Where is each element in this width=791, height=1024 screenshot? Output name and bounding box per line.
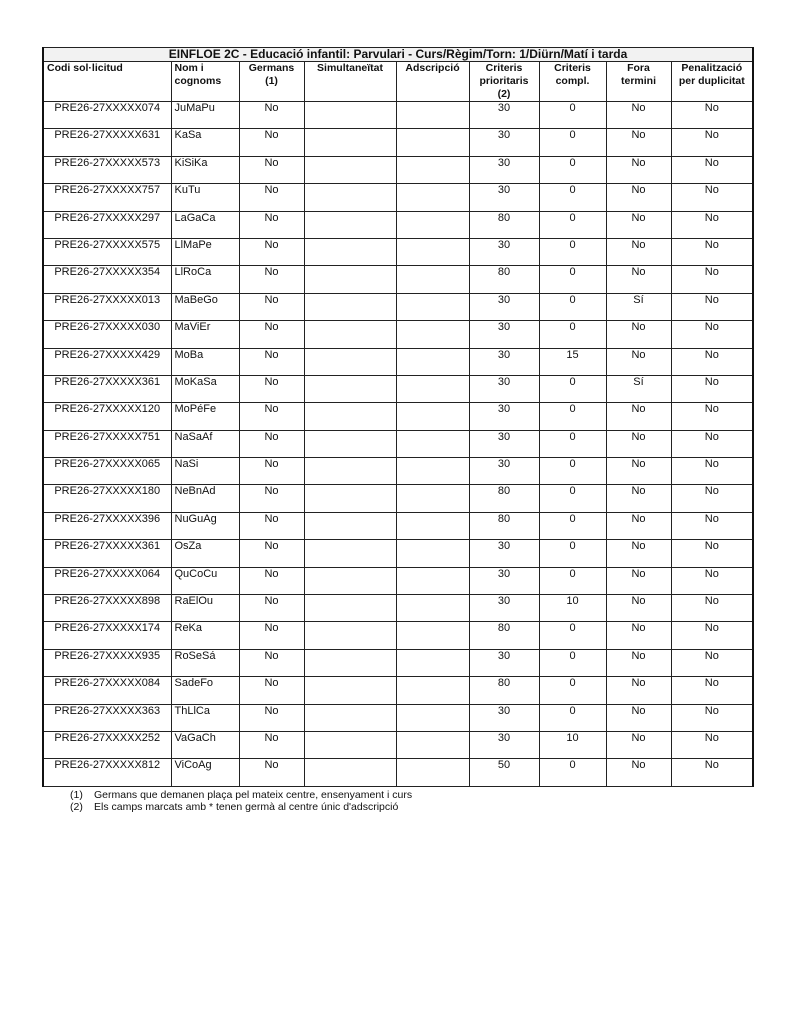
cell-code: PRE26-27XXXXX757 <box>43 184 171 211</box>
cell-germans: No <box>239 129 304 156</box>
cell-simultaneitat <box>304 759 396 786</box>
cell-penalitzacio: No <box>671 512 753 539</box>
cell-fora-termini: No <box>606 540 671 567</box>
cell-adscripcio <box>396 348 469 375</box>
table-row <box>43 759 753 786</box>
cell-name: KiSiKa <box>171 156 239 183</box>
cell-adscripcio <box>396 704 469 731</box>
cell-name: RaElOu <box>171 595 239 622</box>
cell-criteris-prioritaris: 30 <box>469 102 539 129</box>
cell-simultaneitat <box>304 677 396 704</box>
cell-code: PRE26-27XXXXX084 <box>43 677 171 704</box>
cell-germans: No <box>239 512 304 539</box>
cell-name: MoKaSa <box>171 375 239 402</box>
table-row <box>43 567 753 594</box>
cell-adscripcio <box>396 485 469 512</box>
cell-simultaneitat <box>304 704 396 731</box>
cell-simultaneitat <box>304 293 396 320</box>
table-row <box>43 403 753 430</box>
cell-criteris-prioritaris: 30 <box>469 649 539 676</box>
cell-criteris-compl: 0 <box>539 704 606 731</box>
cell-adscripcio <box>396 759 469 786</box>
cell-simultaneitat <box>304 156 396 183</box>
table-row <box>43 430 753 457</box>
table-row <box>43 102 753 129</box>
cell-fora-termini: No <box>606 266 671 293</box>
cell-fora-termini: No <box>606 156 671 183</box>
cell-adscripcio <box>396 211 469 238</box>
cell-adscripcio <box>396 293 469 320</box>
cell-germans: No <box>239 595 304 622</box>
cell-germans: No <box>239 403 304 430</box>
cell-germans: No <box>239 266 304 293</box>
cell-penalitzacio: No <box>671 540 753 567</box>
cell-penalitzacio: No <box>671 622 753 649</box>
cell-name: KaSa <box>171 129 239 156</box>
header-name: Nom i cognoms <box>171 62 239 102</box>
footnote <box>70 789 412 801</box>
cell-code: PRE26-27XXXXX812 <box>43 759 171 786</box>
cell-criteris-prioritaris: 30 <box>469 156 539 183</box>
cell-adscripcio <box>396 567 469 594</box>
cell-criteris-prioritaris: 30 <box>469 129 539 156</box>
cell-adscripcio <box>396 129 469 156</box>
header-simultaneitat: Simultaneïtat <box>304 62 396 102</box>
cell-code: PRE26-27XXXXX898 <box>43 595 171 622</box>
cell-code: PRE26-27XXXXX065 <box>43 458 171 485</box>
cell-fora-termini: No <box>606 238 671 265</box>
cell-penalitzacio: No <box>671 184 753 211</box>
cell-adscripcio <box>396 321 469 348</box>
cell-germans: No <box>239 348 304 375</box>
cell-adscripcio <box>396 622 469 649</box>
cell-simultaneitat <box>304 184 396 211</box>
cell-germans: No <box>239 293 304 320</box>
cell-simultaneitat <box>304 375 396 402</box>
cell-simultaneitat <box>304 595 396 622</box>
cell-criteris-prioritaris: 30 <box>469 731 539 758</box>
cell-adscripcio <box>396 375 469 402</box>
cell-simultaneitat <box>304 649 396 676</box>
cell-criteris-prioritaris: 30 <box>469 321 539 348</box>
cell-name: LlRoCa <box>171 266 239 293</box>
cell-adscripcio <box>396 540 469 567</box>
table-title: EINFLOE 2C - Educació infantil: Parvulari - Curs/Règim/Torn: 1/Diürn/Matí i tarda <box>43 48 753 62</box>
cell-simultaneitat <box>304 458 396 485</box>
cell-code: PRE26-27XXXXX361 <box>43 540 171 567</box>
cell-criteris-compl: 0 <box>539 266 606 293</box>
cell-adscripcio <box>396 430 469 457</box>
cell-fora-termini: No <box>606 485 671 512</box>
cell-germans: No <box>239 649 304 676</box>
cell-name: VaGaCh <box>171 731 239 758</box>
admissions-table <box>42 47 754 787</box>
cell-criteris-compl: 0 <box>539 649 606 676</box>
table-row <box>43 238 753 265</box>
cell-germans: No <box>239 731 304 758</box>
cell-fora-termini: No <box>606 759 671 786</box>
cell-penalitzacio: No <box>671 458 753 485</box>
cell-criteris-prioritaris: 80 <box>469 485 539 512</box>
cell-simultaneitat <box>304 129 396 156</box>
cell-penalitzacio: No <box>671 731 753 758</box>
cell-criteris-prioritaris: 80 <box>469 677 539 704</box>
table-row <box>43 622 753 649</box>
table-row <box>43 458 753 485</box>
cell-criteris-prioritaris: 80 <box>469 622 539 649</box>
cell-name: RoSeSá <box>171 649 239 676</box>
cell-criteris-compl: 0 <box>539 677 606 704</box>
cell-code: PRE26-27XXXXX361 <box>43 375 171 402</box>
cell-simultaneitat <box>304 102 396 129</box>
cell-penalitzacio: No <box>671 485 753 512</box>
cell-criteris-prioritaris: 80 <box>469 211 539 238</box>
cell-code: PRE26-27XXXXX013 <box>43 293 171 320</box>
cell-name: LlMaPe <box>171 238 239 265</box>
cell-code: PRE26-27XXXXX575 <box>43 238 171 265</box>
table-row <box>43 129 753 156</box>
table-row <box>43 321 753 348</box>
cell-penalitzacio: No <box>671 759 753 786</box>
cell-criteris-compl: 0 <box>539 211 606 238</box>
table-row <box>43 595 753 622</box>
cell-fora-termini: No <box>606 458 671 485</box>
cell-fora-termini: No <box>606 403 671 430</box>
header-code: Codi sol·licitud <box>43 62 171 102</box>
footnote <box>70 801 412 813</box>
cell-germans: No <box>239 759 304 786</box>
cell-code: PRE26-27XXXXX573 <box>43 156 171 183</box>
cell-germans: No <box>239 238 304 265</box>
cell-fora-termini: No <box>606 731 671 758</box>
cell-penalitzacio: No <box>671 156 753 183</box>
footnote-text: Els camps marcats amb * tenen germà al centre únic d'adscripció <box>94 801 399 813</box>
cell-germans: No <box>239 321 304 348</box>
cell-code: PRE26-27XXXXX074 <box>43 102 171 129</box>
cell-simultaneitat <box>304 238 396 265</box>
cell-criteris-prioritaris: 30 <box>469 430 539 457</box>
cell-name: MoPéFe <box>171 403 239 430</box>
table-row <box>43 704 753 731</box>
cell-adscripcio <box>396 731 469 758</box>
cell-simultaneitat <box>304 321 396 348</box>
footnote-text: Germans que demanen plaça pel mateix centre, ensenyament i curs <box>94 789 413 801</box>
cell-criteris-prioritaris: 30 <box>469 458 539 485</box>
cell-criteris-prioritaris: 30 <box>469 403 539 430</box>
cell-simultaneitat <box>304 622 396 649</box>
cell-penalitzacio: No <box>671 677 753 704</box>
cell-germans: No <box>239 375 304 402</box>
cell-simultaneitat <box>304 567 396 594</box>
cell-germans: No <box>239 485 304 512</box>
cell-code: PRE26-27XXXXX935 <box>43 649 171 676</box>
cell-adscripcio <box>396 458 469 485</box>
footnote-number: (1) <box>70 789 83 801</box>
cell-penalitzacio: No <box>671 567 753 594</box>
cell-criteris-compl: 10 <box>539 595 606 622</box>
cell-criteris-compl: 0 <box>539 622 606 649</box>
cell-criteris-compl: 0 <box>539 567 606 594</box>
cell-simultaneitat <box>304 403 396 430</box>
header-fora-termini: Fora termini <box>606 62 671 102</box>
cell-fora-termini: No <box>606 211 671 238</box>
cell-germans: No <box>239 102 304 129</box>
cell-criteris-prioritaris: 30 <box>469 595 539 622</box>
cell-name: MaViEr <box>171 321 239 348</box>
cell-simultaneitat <box>304 540 396 567</box>
header-penalitzacio: Penalització per duplicitat <box>671 62 753 102</box>
header-germans: Germans (1) <box>239 62 304 102</box>
cell-adscripcio <box>396 238 469 265</box>
cell-penalitzacio: No <box>671 704 753 731</box>
cell-code: PRE26-27XXXXX396 <box>43 512 171 539</box>
cell-penalitzacio: No <box>671 238 753 265</box>
table-row <box>43 485 753 512</box>
cell-code: PRE26-27XXXXX180 <box>43 485 171 512</box>
cell-criteris-compl: 0 <box>539 238 606 265</box>
cell-fora-termini: No <box>606 430 671 457</box>
cell-code: PRE26-27XXXXX363 <box>43 704 171 731</box>
cell-adscripcio <box>396 184 469 211</box>
cell-germans: No <box>239 540 304 567</box>
cell-criteris-compl: 0 <box>539 129 606 156</box>
cell-criteris-prioritaris: 30 <box>469 184 539 211</box>
cell-code: PRE26-27XXXXX174 <box>43 622 171 649</box>
cell-criteris-prioritaris: 30 <box>469 293 539 320</box>
cell-penalitzacio: No <box>671 348 753 375</box>
cell-simultaneitat <box>304 430 396 457</box>
cell-adscripcio <box>396 102 469 129</box>
cell-germans: No <box>239 704 304 731</box>
table-row <box>43 293 753 320</box>
cell-name: NaSi <box>171 458 239 485</box>
cell-name: MaBeGo <box>171 293 239 320</box>
cell-criteris-compl: 0 <box>539 156 606 183</box>
cell-code: PRE26-27XXXXX631 <box>43 129 171 156</box>
cell-adscripcio <box>396 595 469 622</box>
cell-penalitzacio: No <box>671 102 753 129</box>
table-row <box>43 731 753 758</box>
cell-criteris-compl: 10 <box>539 731 606 758</box>
cell-name: OsZa <box>171 540 239 567</box>
cell-criteris-compl: 0 <box>539 540 606 567</box>
table-row <box>43 677 753 704</box>
table-row <box>43 540 753 567</box>
cell-name: MoBa <box>171 348 239 375</box>
cell-code: PRE26-27XXXXX120 <box>43 403 171 430</box>
cell-criteris-prioritaris: 80 <box>469 266 539 293</box>
cell-criteris-compl: 0 <box>539 403 606 430</box>
cell-fora-termini: No <box>606 102 671 129</box>
cell-simultaneitat <box>304 512 396 539</box>
cell-name: NeBnAd <box>171 485 239 512</box>
cell-fora-termini: No <box>606 348 671 375</box>
header-criteris-prioritaris: Criteris prioritaris (2) <box>469 62 539 102</box>
cell-name: KuTu <box>171 184 239 211</box>
cell-name: JuMaPu <box>171 102 239 129</box>
cell-fora-termini: No <box>606 567 671 594</box>
cell-name: ThLlCa <box>171 704 239 731</box>
cell-adscripcio <box>396 649 469 676</box>
cell-criteris-prioritaris: 30 <box>469 348 539 375</box>
cell-fora-termini: Sí <box>606 375 671 402</box>
cell-germans: No <box>239 156 304 183</box>
cell-penalitzacio: No <box>671 266 753 293</box>
cell-fora-termini: No <box>606 321 671 348</box>
table-row <box>43 375 753 402</box>
table-row <box>43 649 753 676</box>
cell-germans: No <box>239 184 304 211</box>
footnotes <box>70 789 412 813</box>
cell-penalitzacio: No <box>671 649 753 676</box>
cell-criteris-prioritaris: 30 <box>469 238 539 265</box>
cell-penalitzacio: No <box>671 321 753 348</box>
cell-penalitzacio: No <box>671 595 753 622</box>
cell-fora-termini: No <box>606 512 671 539</box>
table-row <box>43 348 753 375</box>
cell-code: PRE26-27XXXXX030 <box>43 321 171 348</box>
cell-criteris-compl: 0 <box>539 102 606 129</box>
table-row <box>43 512 753 539</box>
cell-simultaneitat <box>304 211 396 238</box>
cell-name: ReKa <box>171 622 239 649</box>
cell-fora-termini: No <box>606 649 671 676</box>
cell-code: PRE26-27XXXXX354 <box>43 266 171 293</box>
cell-germans: No <box>239 211 304 238</box>
header-criteris-compl: Criteris compl. <box>539 62 606 102</box>
cell-name: NuGuAg <box>171 512 239 539</box>
cell-fora-termini: No <box>606 184 671 211</box>
cell-criteris-compl: 0 <box>539 759 606 786</box>
cell-criteris-compl: 0 <box>539 458 606 485</box>
cell-fora-termini: No <box>606 704 671 731</box>
cell-code: PRE26-27XXXXX429 <box>43 348 171 375</box>
cell-penalitzacio: No <box>671 375 753 402</box>
table-row <box>43 266 753 293</box>
cell-fora-termini: Sí <box>606 293 671 320</box>
cell-adscripcio <box>396 266 469 293</box>
cell-penalitzacio: No <box>671 293 753 320</box>
cell-criteris-compl: 0 <box>539 512 606 539</box>
cell-criteris-compl: 0 <box>539 430 606 457</box>
cell-germans: No <box>239 567 304 594</box>
cell-criteris-compl: 15 <box>539 348 606 375</box>
cell-criteris-prioritaris: 30 <box>469 375 539 402</box>
cell-adscripcio <box>396 156 469 183</box>
cell-code: PRE26-27XXXXX252 <box>43 731 171 758</box>
cell-adscripcio <box>396 512 469 539</box>
cell-code: PRE26-27XXXXX297 <box>43 211 171 238</box>
cell-penalitzacio: No <box>671 129 753 156</box>
cell-name: NaSaAf <box>171 430 239 457</box>
cell-germans: No <box>239 430 304 457</box>
table-row <box>43 184 753 211</box>
cell-simultaneitat <box>304 731 396 758</box>
cell-criteris-prioritaris: 30 <box>469 567 539 594</box>
cell-fora-termini: No <box>606 677 671 704</box>
cell-germans: No <box>239 458 304 485</box>
cell-germans: No <box>239 677 304 704</box>
cell-criteris-compl: 0 <box>539 375 606 402</box>
cell-name: QuCoCu <box>171 567 239 594</box>
cell-simultaneitat <box>304 485 396 512</box>
cell-name: LaGaCa <box>171 211 239 238</box>
cell-penalitzacio: No <box>671 211 753 238</box>
cell-code: PRE26-27XXXXX064 <box>43 567 171 594</box>
cell-criteris-compl: 0 <box>539 485 606 512</box>
table-row <box>43 211 753 238</box>
cell-penalitzacio: No <box>671 403 753 430</box>
cell-criteris-compl: 0 <box>539 293 606 320</box>
cell-criteris-prioritaris: 50 <box>469 759 539 786</box>
cell-fora-termini: No <box>606 622 671 649</box>
cell-criteris-prioritaris: 30 <box>469 540 539 567</box>
cell-criteris-compl: 0 <box>539 184 606 211</box>
cell-simultaneitat <box>304 266 396 293</box>
header-adscripcio: Adscripció <box>396 62 469 102</box>
cell-criteris-prioritaris: 30 <box>469 704 539 731</box>
footnote-number: (2) <box>70 801 83 813</box>
table-row <box>43 156 753 183</box>
cell-name: ViCoAg <box>171 759 239 786</box>
cell-penalitzacio: No <box>671 430 753 457</box>
cell-simultaneitat <box>304 348 396 375</box>
cell-code: PRE26-27XXXXX751 <box>43 430 171 457</box>
cell-fora-termini: No <box>606 129 671 156</box>
cell-name: SadeFo <box>171 677 239 704</box>
cell-germans: No <box>239 622 304 649</box>
cell-fora-termini: No <box>606 595 671 622</box>
cell-adscripcio <box>396 403 469 430</box>
cell-criteris-prioritaris: 80 <box>469 512 539 539</box>
cell-adscripcio <box>396 677 469 704</box>
cell-criteris-compl: 0 <box>539 321 606 348</box>
